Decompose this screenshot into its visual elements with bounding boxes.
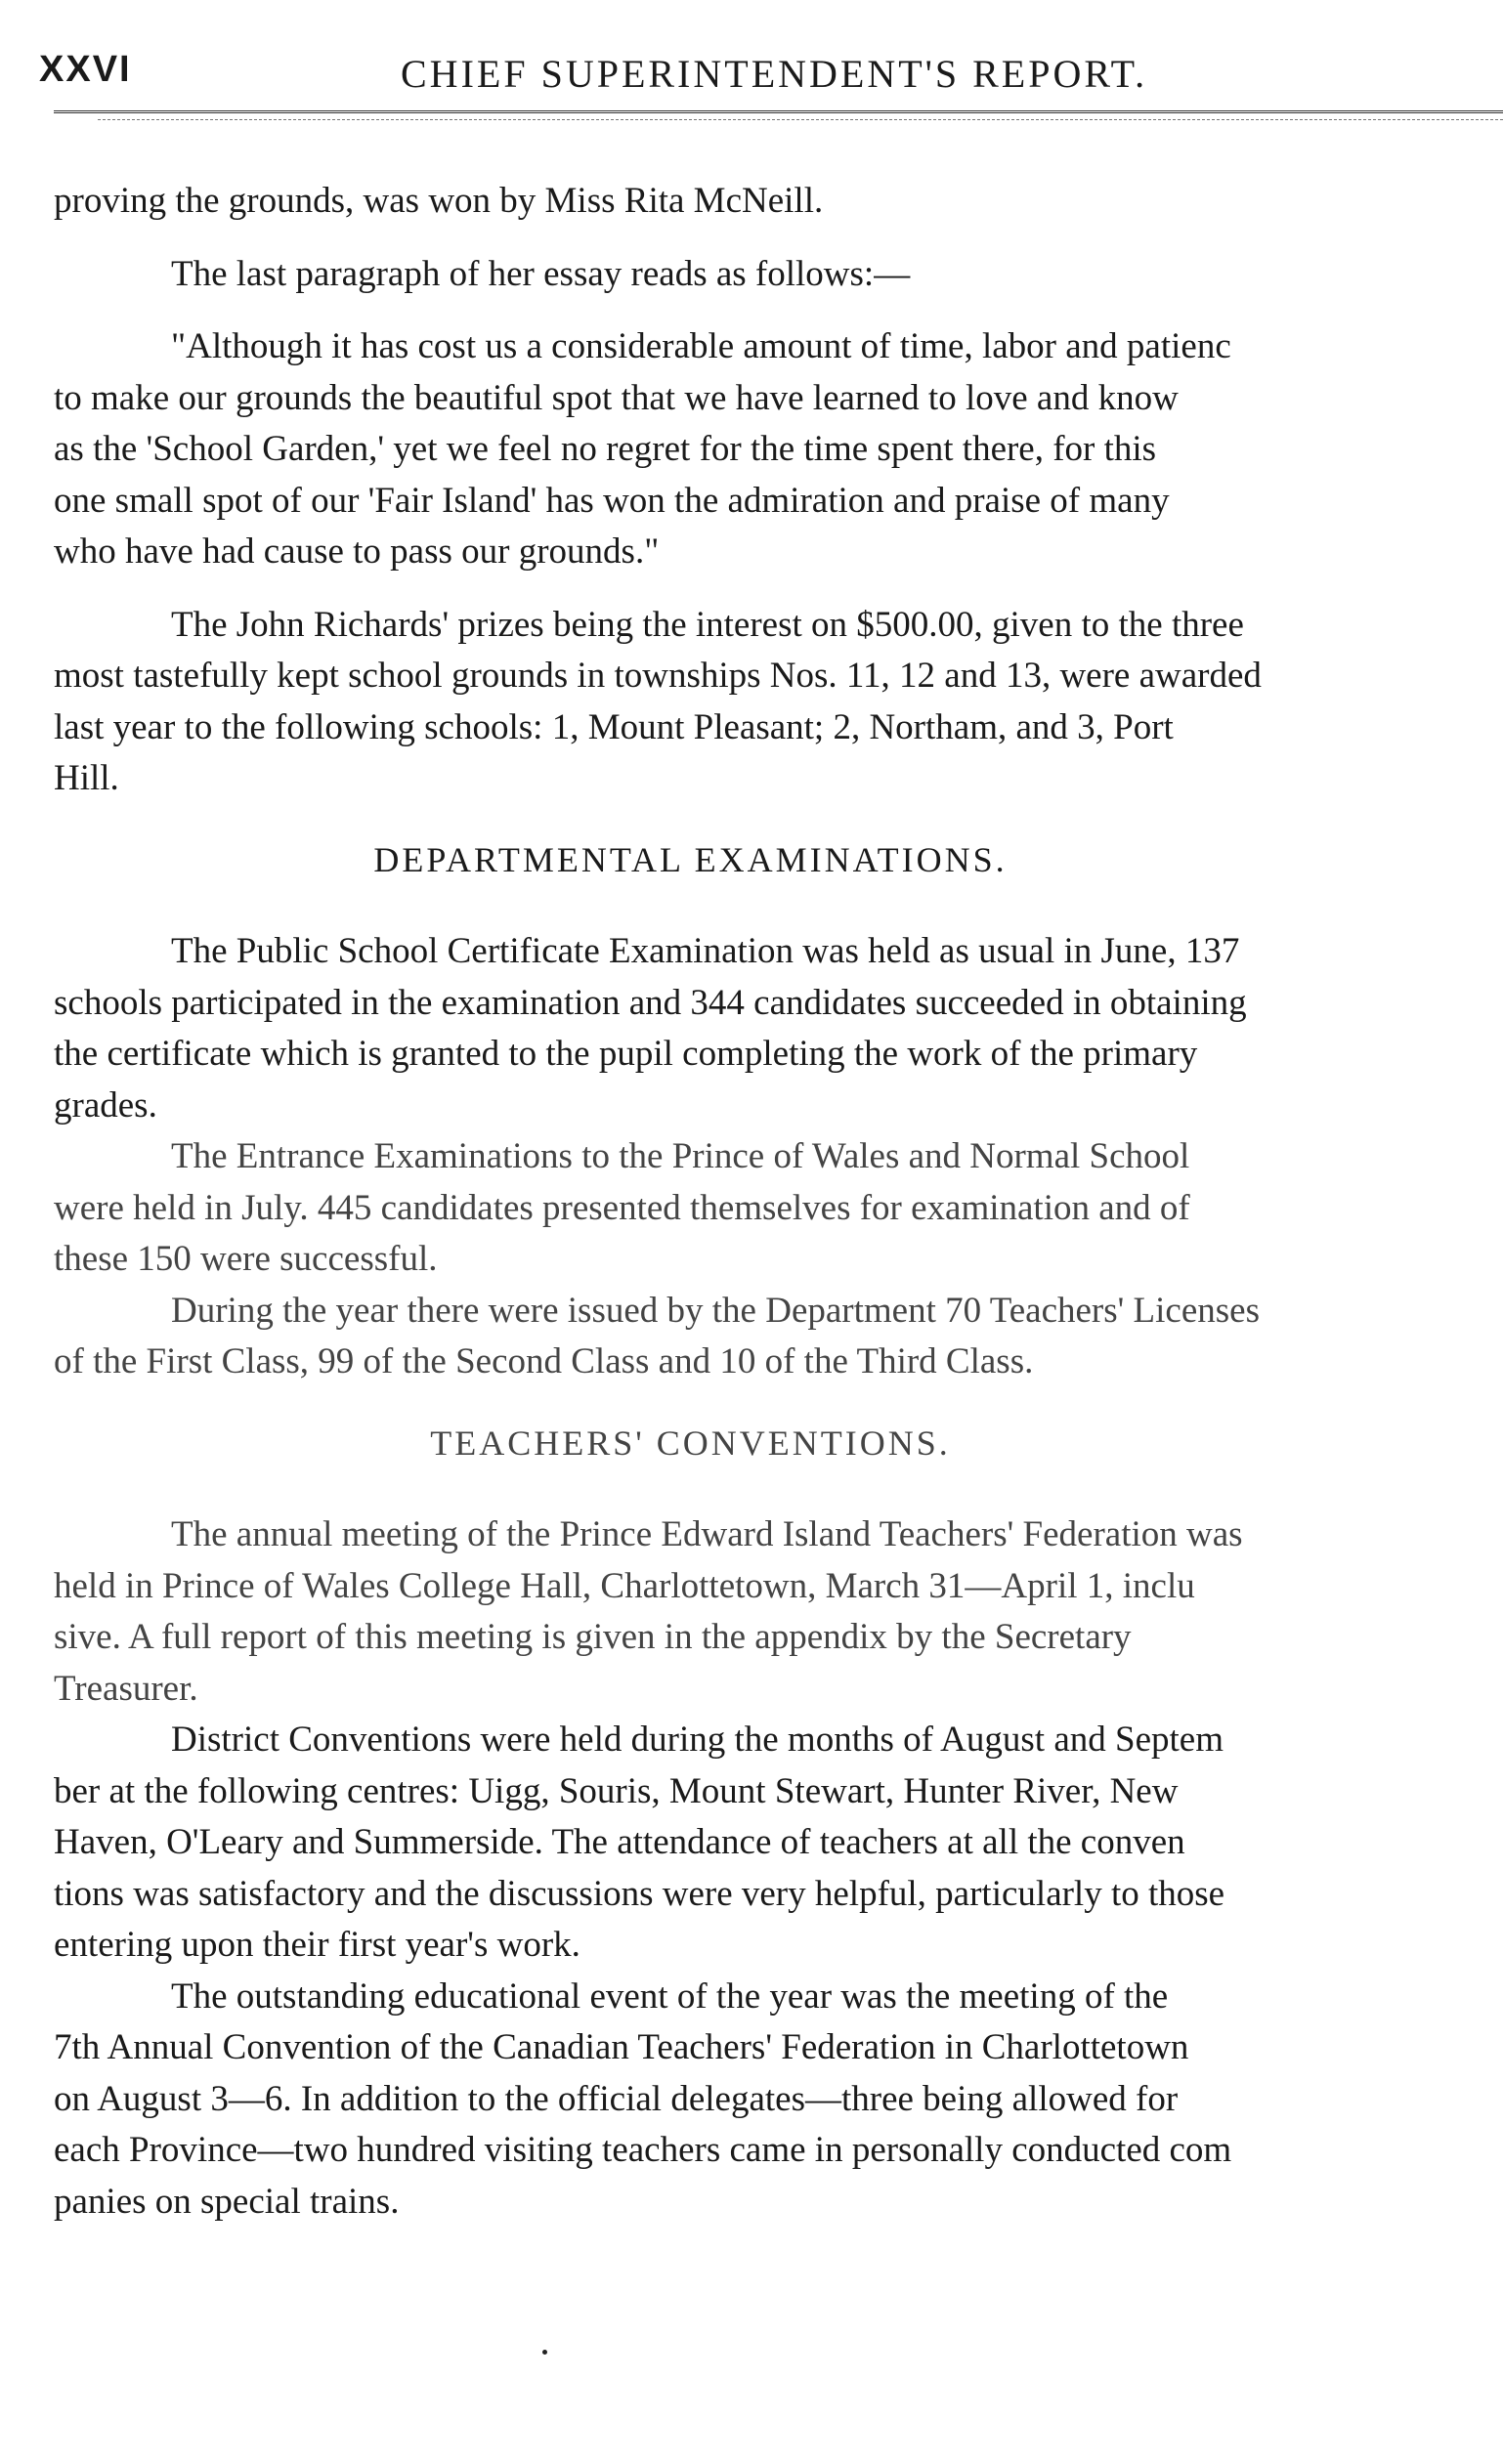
text-line: one small spot of our 'Fair Island' has won the admiration and praise of many [54,480,1170,521]
text-line: The John Richards' prizes being the interest on $500.00, given to the three [171,604,1244,645]
paragraph [54,1972,1503,2229]
text-line: grades. [54,1084,157,1126]
text-line: Treasurer. [54,1668,198,1709]
text-line: as the 'School Garden,' yet we feel no regret for the time spent there, for this [54,429,1157,469]
text-line: the certificate which is granted to the pupil completing the work of the primary [54,1034,1198,1074]
text-line: The outstanding educational event of the year was the meeting of the [171,1975,1169,2017]
running-title: CHIEF SUPERINTENDENT'S REPORT. [401,52,1148,96]
text-line: to make our grounds the beautiful spot that we have learned to love and know [54,377,1179,418]
paragraph [54,1509,1503,1715]
text-line: ber at the following centres: Uigg, Souris, Mount Stewart, Hunter River, New [54,1770,1179,1811]
text-line: "Although it has cost us a considerable amount of time, labor and patienc [171,326,1231,366]
text-line: panies on special trains. [54,2181,400,2222]
page-header [39,49,1495,107]
text-line: of the First Class, 99 of the Second Class and 10 of the Third Class. [54,1341,1034,1381]
text-line: most tastefully kept school grounds in townships Nos. 11, 12 and 13, were awarded [54,656,1262,696]
paragraph [54,1286,1503,1388]
paragraph [54,926,1503,1131]
text-line: tions was satisfactory and the discussions were very helpful, particularly to those [54,1873,1225,1914]
text-line: schools participated in the examination and 344 candidates succeeded in obtaining [54,982,1247,1023]
paragraph [54,176,1503,228]
paragraph [54,600,1503,805]
text-line: proving the grounds, was won by Miss Rita McNeill. [54,181,824,221]
text-line: who have had cause to pass our grounds." [54,531,660,572]
text-line: these 150 were successful. [54,1239,438,1279]
text-line: Hill. [54,758,119,798]
section-heading-conventions: TEACHERS' CONVENTIONS. [430,1423,951,1463]
text-line: The last paragraph of her essay reads as follows:— [171,253,911,294]
paragraph [54,1715,1503,1972]
page-number: XXVI [39,49,132,90]
body-text [54,176,1503,2228]
text-line: each Province—two hundred visiting teachers came in personally conducted com [54,2130,1232,2170]
text-line: Haven, O'Leary and Summerside. The attendance of teachers at all the conven [54,1822,1185,1862]
paragraph [54,1131,1503,1286]
text-line: The Entrance Examinations to the Prince of Wales and Normal School [171,1136,1190,1176]
text-line: The Public School Certificate Examination was held as usual in June, 137 [171,931,1240,971]
text-line: During the year there were issued by the Department 70 Teachers' Licenses [171,1290,1260,1331]
text-line: were held in July. 445 candidates presented themselves for examination and of [54,1187,1190,1228]
text-line: 7th Annual Convention of the Canadian Teachers' Federation in Charlottetown [54,2027,1189,2067]
text-line: sive. A full report of this meeting is given in the appendix by the Secretary [54,1617,1132,1657]
text-line: District Conventions were held during the months of August and Septem [171,1720,1224,1760]
stray-mark [542,2350,547,2355]
text-line: on August 3—6. In addition to the official delegates—three being allowed for [54,2078,1179,2119]
header-rule-dashed [98,119,1503,120]
quoted-paragraph [54,321,1503,578]
text-line: held in Prince of Wales College Hall, Charlottetown, March 31—April 1, inclu [54,1565,1195,1606]
section-heading-examinations: DEPARTMENTAL EXAMINATIONS. [373,839,1008,879]
paragraph [54,249,1503,301]
text-line: The annual meeting of the Prince Edward Island Teachers' Federation was [171,1514,1243,1554]
text-line: entering upon their first year's work. [54,1925,580,1965]
header-rule [54,110,1503,113]
text-line: last year to the following schools: 1, Mount Pleasant; 2, Northam, and 3, Port [54,706,1174,747]
